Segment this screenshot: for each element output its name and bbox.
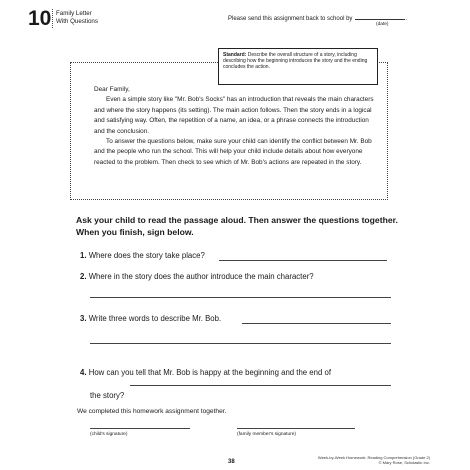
footer-credit bbox=[316, 455, 430, 465]
answer-line-3b[interactable] bbox=[90, 343, 391, 344]
completion-statement: We completed this homework assignment together. bbox=[77, 408, 227, 415]
family-signature-line[interactable] bbox=[237, 428, 355, 429]
page-number: 10 bbox=[28, 7, 52, 30]
standard-text: Describe the overall structure of a story, including describing how the beginning introduces the story and the ending concludes the action. bbox=[223, 52, 368, 70]
assignment-type-line2: With Questions bbox=[56, 18, 98, 25]
question-4-text: How can you tell that Mr. Bob is happy at the beginning and the end of bbox=[88, 368, 331, 377]
instructions-heading: Ask your child to read the passage aloud. Then answer the questions together. When you finish, sign below. bbox=[76, 215, 398, 237]
return-date-instruction: Please send this assignment back to school by . bbox=[228, 16, 408, 22]
family-signature-label: (family member's signature) bbox=[237, 432, 297, 437]
assignment-type-line1: Family Letter bbox=[56, 10, 92, 17]
letter-greeting: Dear Family, bbox=[94, 86, 130, 93]
footer-credit-line2: © Mary Rose, Scholastic Inc. bbox=[378, 460, 430, 465]
letter-paragraph-2: To answer the questions below, make sure your child can identify the conflict between Mr. Bob and the people who run the school. This will help your child include details about how everyone reacted to the problem. Then check to see which of Mr. Bob's actions are repeated in the story. bbox=[94, 138, 372, 166]
question-4-number: 4. bbox=[80, 368, 87, 377]
assignment-type-label bbox=[56, 10, 98, 26]
answer-line-2[interactable] bbox=[90, 297, 391, 298]
question-1-text: Where does the story take place? bbox=[88, 251, 205, 260]
answer-line-1[interactable] bbox=[219, 260, 387, 261]
return-date-text: Please send this assignment back to school by bbox=[228, 16, 353, 22]
child-signature-label: (child's signature) bbox=[90, 432, 128, 437]
header-divider bbox=[52, 9, 53, 28]
question-1-number: 1. bbox=[80, 251, 87, 260]
return-date-blank[interactable] bbox=[355, 14, 405, 20]
standard-box bbox=[218, 48, 378, 85]
date-label: (date) bbox=[376, 22, 389, 27]
question-4-text-cont: the story? bbox=[90, 391, 125, 400]
answer-line-3[interactable] bbox=[242, 323, 391, 324]
question-2-number: 2. bbox=[80, 272, 87, 281]
question-2-text: Where in the story does the author introduce the main character? bbox=[88, 272, 314, 281]
question-1 bbox=[80, 251, 205, 260]
standard-label: Standard: bbox=[223, 52, 247, 58]
letter-paragraph-1: Even a simple story like "Mr. Bob's Socks" has an introduction that reveals the main characters and where the story happens (its setting). The main action follows. Then the story ends in a logical and satisfying way. Often, the repetition of a name, an idea, or a phrase connects the introduction and the conclusion. bbox=[94, 96, 374, 135]
question-2 bbox=[80, 272, 314, 281]
question-3-number: 3. bbox=[80, 314, 87, 323]
child-signature-line[interactable] bbox=[90, 428, 190, 429]
footer-credit-line1: Week-by-Week Homework: Reading Comprehension (Grade 2) bbox=[317, 455, 430, 460]
question-4 bbox=[80, 361, 331, 407]
family-letter bbox=[94, 85, 374, 168]
question-3 bbox=[80, 314, 221, 323]
answer-line-4[interactable] bbox=[130, 385, 391, 386]
footer-page-number: 38 bbox=[228, 459, 235, 465]
question-3-text: Write three words to describe Mr. Bob. bbox=[88, 314, 222, 323]
